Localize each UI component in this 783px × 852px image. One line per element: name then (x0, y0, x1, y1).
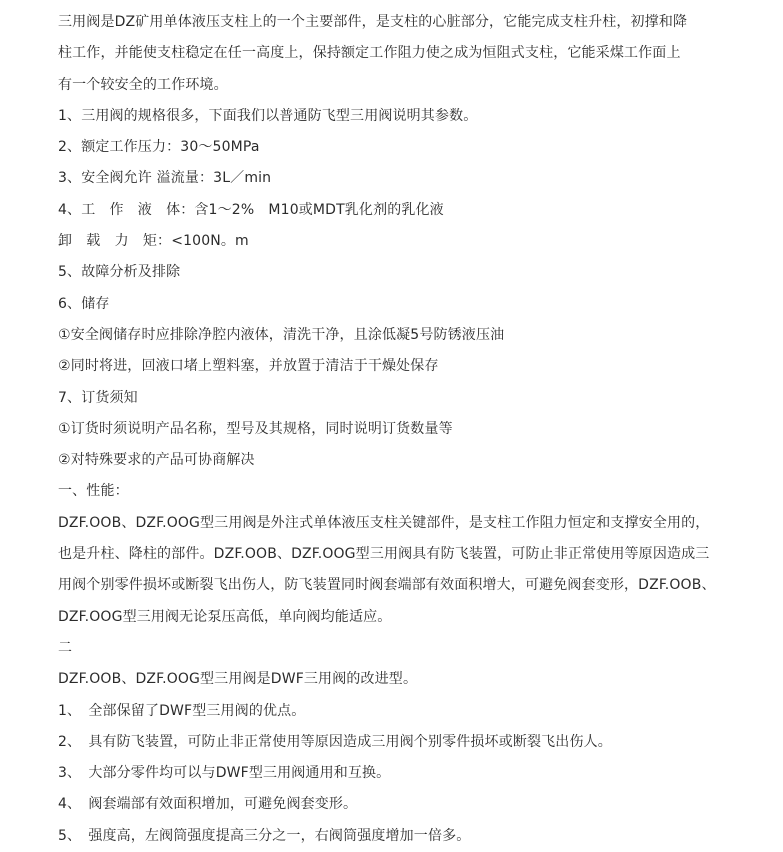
performance-line-1: DZF.OOB、DZF.OOG型三用阀是外注式单体液压支柱关键部件，是支柱工作阻力恒定和支撑安全用的， (58, 514, 710, 531)
performance-heading: 一、性能： (58, 483, 129, 500)
improvement-item-2: 2、 具有防飞装置，可防止非正常使用等原因造成三用阀个别零件损坏或断裂飞出伤人。 (58, 733, 612, 750)
param-item-6: 6、储存 (58, 295, 110, 312)
param-item-7: 7、订货须知 (58, 389, 138, 406)
param-item-7a: ①订货时须说明产品名称，型号及其规格，同时说明订货数量等 (58, 420, 453, 437)
intro-line-2: 柱工作，并能使支柱稳定在任一高度上，保持额定工作阻力使之成为恒阻式支柱，它能采煤工作面上 (58, 45, 681, 62)
param-item-4: 4、工 作 液 体：含1～2% M10或MDT乳化剂的乳化液 (58, 201, 444, 218)
param-item-6b: ②同时将进，回液口堵上塑料塞，并放置于清洁于干燥处保存 (58, 358, 439, 375)
section-two-intro: DZF.OOB、DZF.OOG型三用阀是DWF三用阀的改进型。 (58, 671, 418, 688)
improvement-item-4: 4、 阀套端部有效面积增加，可避免阀套变形。 (58, 796, 358, 813)
improvement-item-1: 1、 全部保留了DWF型三用阀的优点。 (58, 702, 306, 719)
section-two-heading: 二 (58, 639, 73, 656)
intro-line-1: 三用阀是DZ矿用单体液压支柱上的一个主要部件，是支柱的心脏部分，它能完成支柱升柱，初撑和降 (58, 14, 688, 30)
performance-line-2: 也是升柱、降柱的部件。DZF.OOB、DZF.OOG型三用阀具有防飞装置，可防止非正常使用等原因造成三 (58, 546, 710, 563)
param-item-7b: ②对特殊要求的产品可协商解决 (58, 452, 255, 469)
improvement-item-3: 3、 大部分零件均可以与DWF型三用阀通用和互换。 (58, 765, 391, 782)
param-item-1: 1、三用阀的规格很多，下面我们以普通防飞型三用阀说明其参数。 (58, 107, 478, 124)
param-item-2: 2、额定工作压力：30～50MPa (58, 139, 260, 156)
param-item-6a: ①安全阀储存时应排除净腔内液体，清洗干净，且涂低凝5号防锈液压油 (58, 326, 505, 343)
performance-line-3: 用阀个别零件损坏或断裂飞出伤人，防飞装置同时阀套端部有效面积增大，可避免阀套变形，DZF.OOB、 (58, 577, 716, 594)
improvement-item-5: 5、 强度高，左阀筒强度提高三分之一，右阀筒强度增加一倍多。 (58, 827, 471, 844)
param-item-3: 3、安全阀允许 溢流量：3L／min (58, 170, 272, 187)
param-item-4b: 卸 载 力 矩：<100N。m (58, 233, 249, 250)
param-item-5: 5、故障分析及排除 (58, 264, 181, 281)
intro-line-3: 有一个较安全的工作环境。 (58, 76, 228, 93)
performance-line-4: DZF.OOG型三用阀无论泵压高低，单向阀均能适应。 (58, 608, 392, 625)
